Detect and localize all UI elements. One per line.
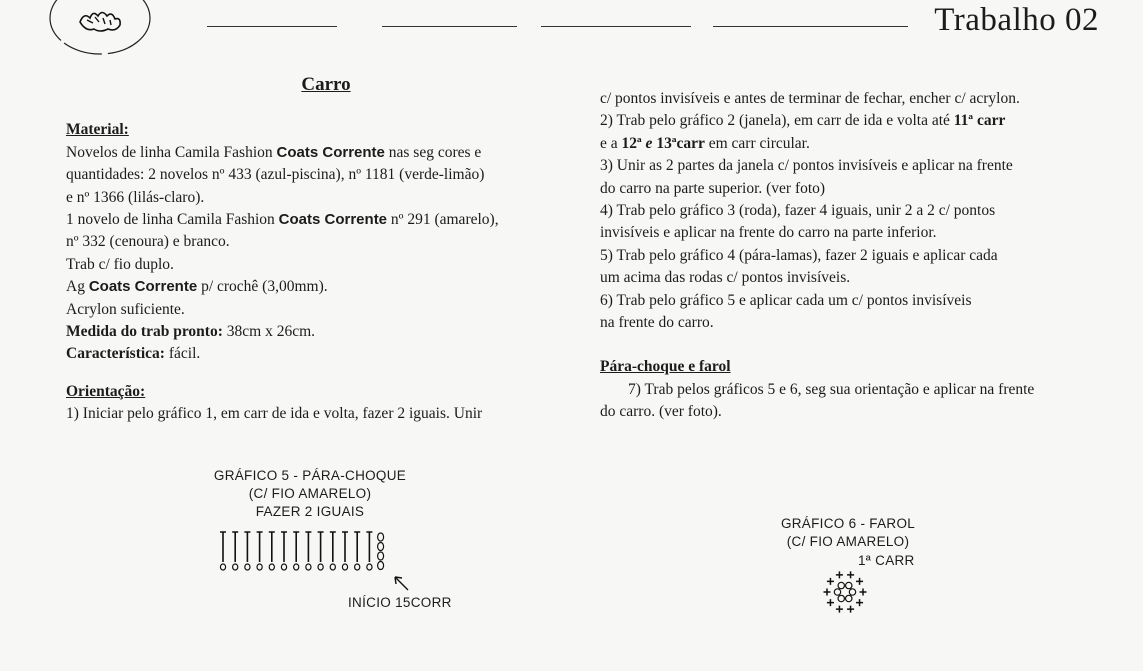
- chain-symbol: [378, 543, 384, 551]
- bold-text: 13ªcarr: [656, 134, 705, 152]
- single-crochet-symbol: [827, 599, 834, 606]
- medida-value: 38cm x 26cm.: [222, 323, 316, 341]
- caracteristica-label: Característica:: [66, 345, 165, 363]
- medida-label: Medida do trab pronto:: [66, 323, 223, 341]
- single-crochet-symbol: [847, 606, 854, 613]
- stitch-symbol: [354, 532, 360, 570]
- stitch-symbol: [330, 532, 336, 570]
- stitch-symbol: [244, 532, 250, 570]
- grafico-6-caption: [768, 515, 928, 551]
- stitch-symbol: [293, 532, 299, 570]
- single-crochet-symbol: [836, 571, 843, 578]
- step-2-cont: [600, 133, 1110, 155]
- start-arrow-icon: [388, 570, 412, 594]
- material-line-3: e nº 1366 (lilás-claro).: [66, 188, 205, 206]
- grafico-5-start-label: INÍCIO 15CORR: [348, 595, 452, 610]
- chain-symbol: [378, 533, 384, 541]
- stitch-symbol: [232, 532, 238, 570]
- grafico-5-caption: [195, 467, 425, 521]
- step-7: [600, 379, 1110, 401]
- text: p/ crochê (3,00mm).: [197, 278, 328, 296]
- step-3: 3) Unir as 2 partes da janela c/ pontos invisíveis e aplicar na frente: [600, 157, 1013, 175]
- grafico-6-chart: [812, 562, 882, 622]
- stitch-symbol: [305, 532, 311, 570]
- header-rule-2: [382, 26, 517, 27]
- chain-symbol: [846, 595, 852, 601]
- header-rule-4: [713, 26, 908, 27]
- bold-text: 12ª: [621, 134, 642, 152]
- grafico-5-note: FAZER 2 IGUAIS: [255, 504, 365, 519]
- grafico-5-chart: [215, 528, 395, 574]
- header-rule-3: [541, 26, 691, 27]
- caracteristica-value: fácil.: [164, 345, 201, 363]
- grafico-5-color: (C/ FIO AMARELO): [248, 486, 372, 501]
- bold-text: 11ª carr: [953, 112, 1006, 130]
- stitch-symbol: [257, 532, 263, 570]
- left-column: [66, 74, 586, 426]
- chain-symbol: [838, 582, 844, 588]
- medida-line: [66, 321, 586, 343]
- right-column: [600, 88, 1110, 424]
- document-title: Carro: [301, 74, 351, 95]
- step-6: 6) Trab pelo gráfico 5 e aplicar cada um c/ pontos invisíveis: [600, 291, 972, 309]
- page-title: Trabalho 02: [934, 2, 1099, 38]
- caracteristica-line: [66, 343, 586, 365]
- chain-symbol: [846, 582, 852, 588]
- step-1: 1) Iniciar pelo gráfico 1, em carr de ida e volta, fazer 2 iguais. Unir: [66, 405, 483, 423]
- grafico-6-title: GRÁFICO 6 - FAROL: [780, 516, 916, 531]
- text: nas seg cores e: [384, 143, 482, 161]
- orientacao-heading: Orientação:: [66, 382, 146, 400]
- material-line-8: Acrylon suficiente.: [66, 300, 185, 318]
- text: 2) Trab pelo gráfico 2 (janela), em carr de ida e volta até: [600, 112, 954, 130]
- chain-symbol: [834, 589, 840, 595]
- text: Ag: [66, 278, 89, 296]
- step-4-cont: invisíveis e aplicar na frente do carro na parte inferior.: [600, 224, 937, 242]
- single-crochet-symbol: [856, 599, 863, 606]
- text: Novelos de linha Camila Fashion: [66, 143, 277, 161]
- stitch-symbol: [269, 532, 275, 570]
- stitch-symbol: [220, 532, 226, 570]
- text: e: [641, 134, 657, 152]
- text: nº 291 (amarelo),: [387, 211, 499, 229]
- single-crochet-symbol: [827, 578, 834, 585]
- chain-symbol: [378, 562, 384, 570]
- chain-symbol: [838, 595, 844, 601]
- single-crochet-symbol: [856, 578, 863, 585]
- step-3-cont: do carro na parte superior. (ver foto): [600, 179, 826, 197]
- material-line-6: Trab c/ fio duplo.: [66, 255, 174, 273]
- material-line-7: [66, 276, 586, 298]
- header-rule-1: [207, 26, 337, 27]
- step-5: 5) Trab pelo gráfico 4 (pára-lamas), fazer 2 iguais e aplicar cada: [600, 246, 998, 264]
- single-crochet-symbol: [836, 606, 843, 613]
- stitch-symbol: [342, 532, 348, 570]
- stitch-symbol: [281, 532, 287, 570]
- stitch-symbol: [318, 532, 324, 570]
- step-5-cont: um acima das rodas c/ pontos invisíveis.: [600, 269, 851, 287]
- step-6-cont: na frente do carro.: [600, 314, 714, 332]
- text: 7) Trab pelos gráficos 5 e 6, seg sua orientação e aplicar na frente: [628, 380, 1035, 398]
- material-line-1: [66, 142, 586, 164]
- step-2: [600, 110, 1110, 132]
- brand-name: Coats Corrente: [276, 143, 385, 161]
- step-4: 4) Trab pelo gráfico 3 (roda), fazer 4 iguais, unir 2 a 2 c/ pontos: [600, 202, 996, 220]
- single-crochet-symbol: [824, 589, 831, 596]
- text: 1 novelo de linha Camila Fashion: [66, 211, 279, 229]
- material-line-2: quantidades: 2 novelos nº 433 (azul-piscina), nº 1181 (verde-limão): [66, 166, 485, 184]
- single-crochet-symbol: [847, 571, 854, 578]
- single-crochet-symbol: [860, 589, 867, 596]
- brand-name: Coats Corrente: [88, 278, 198, 296]
- hand-drawn-logo-icon: [47, 0, 153, 60]
- text: e a: [600, 134, 622, 152]
- chain-symbol: [378, 552, 384, 560]
- material-line-4: [66, 209, 586, 231]
- stitch-symbol: [366, 532, 372, 570]
- material-line-5: nº 332 (cenoura) e branco.: [66, 233, 230, 251]
- brand-name: Coats Corrente: [278, 211, 388, 229]
- section-heading-para-choque: Pára-choque e farol: [600, 358, 731, 376]
- text: em carr circular.: [704, 134, 810, 152]
- step-1-continued: c/ pontos invisíveis e antes de terminar de fechar, encher c/ acrylon.: [600, 90, 1020, 107]
- material-heading: Material:: [66, 121, 129, 139]
- grafico-6-color: (C/ FIO AMARELO): [786, 534, 910, 549]
- grafico-5-title: GRÁFICO 5 - PÁRA-CHOQUE: [213, 468, 407, 483]
- chain-symbol: [849, 589, 855, 595]
- step-7-cont: do carro. (ver foto).: [600, 403, 722, 421]
- grafico-6-round-label: 1ª CARR: [858, 553, 915, 568]
